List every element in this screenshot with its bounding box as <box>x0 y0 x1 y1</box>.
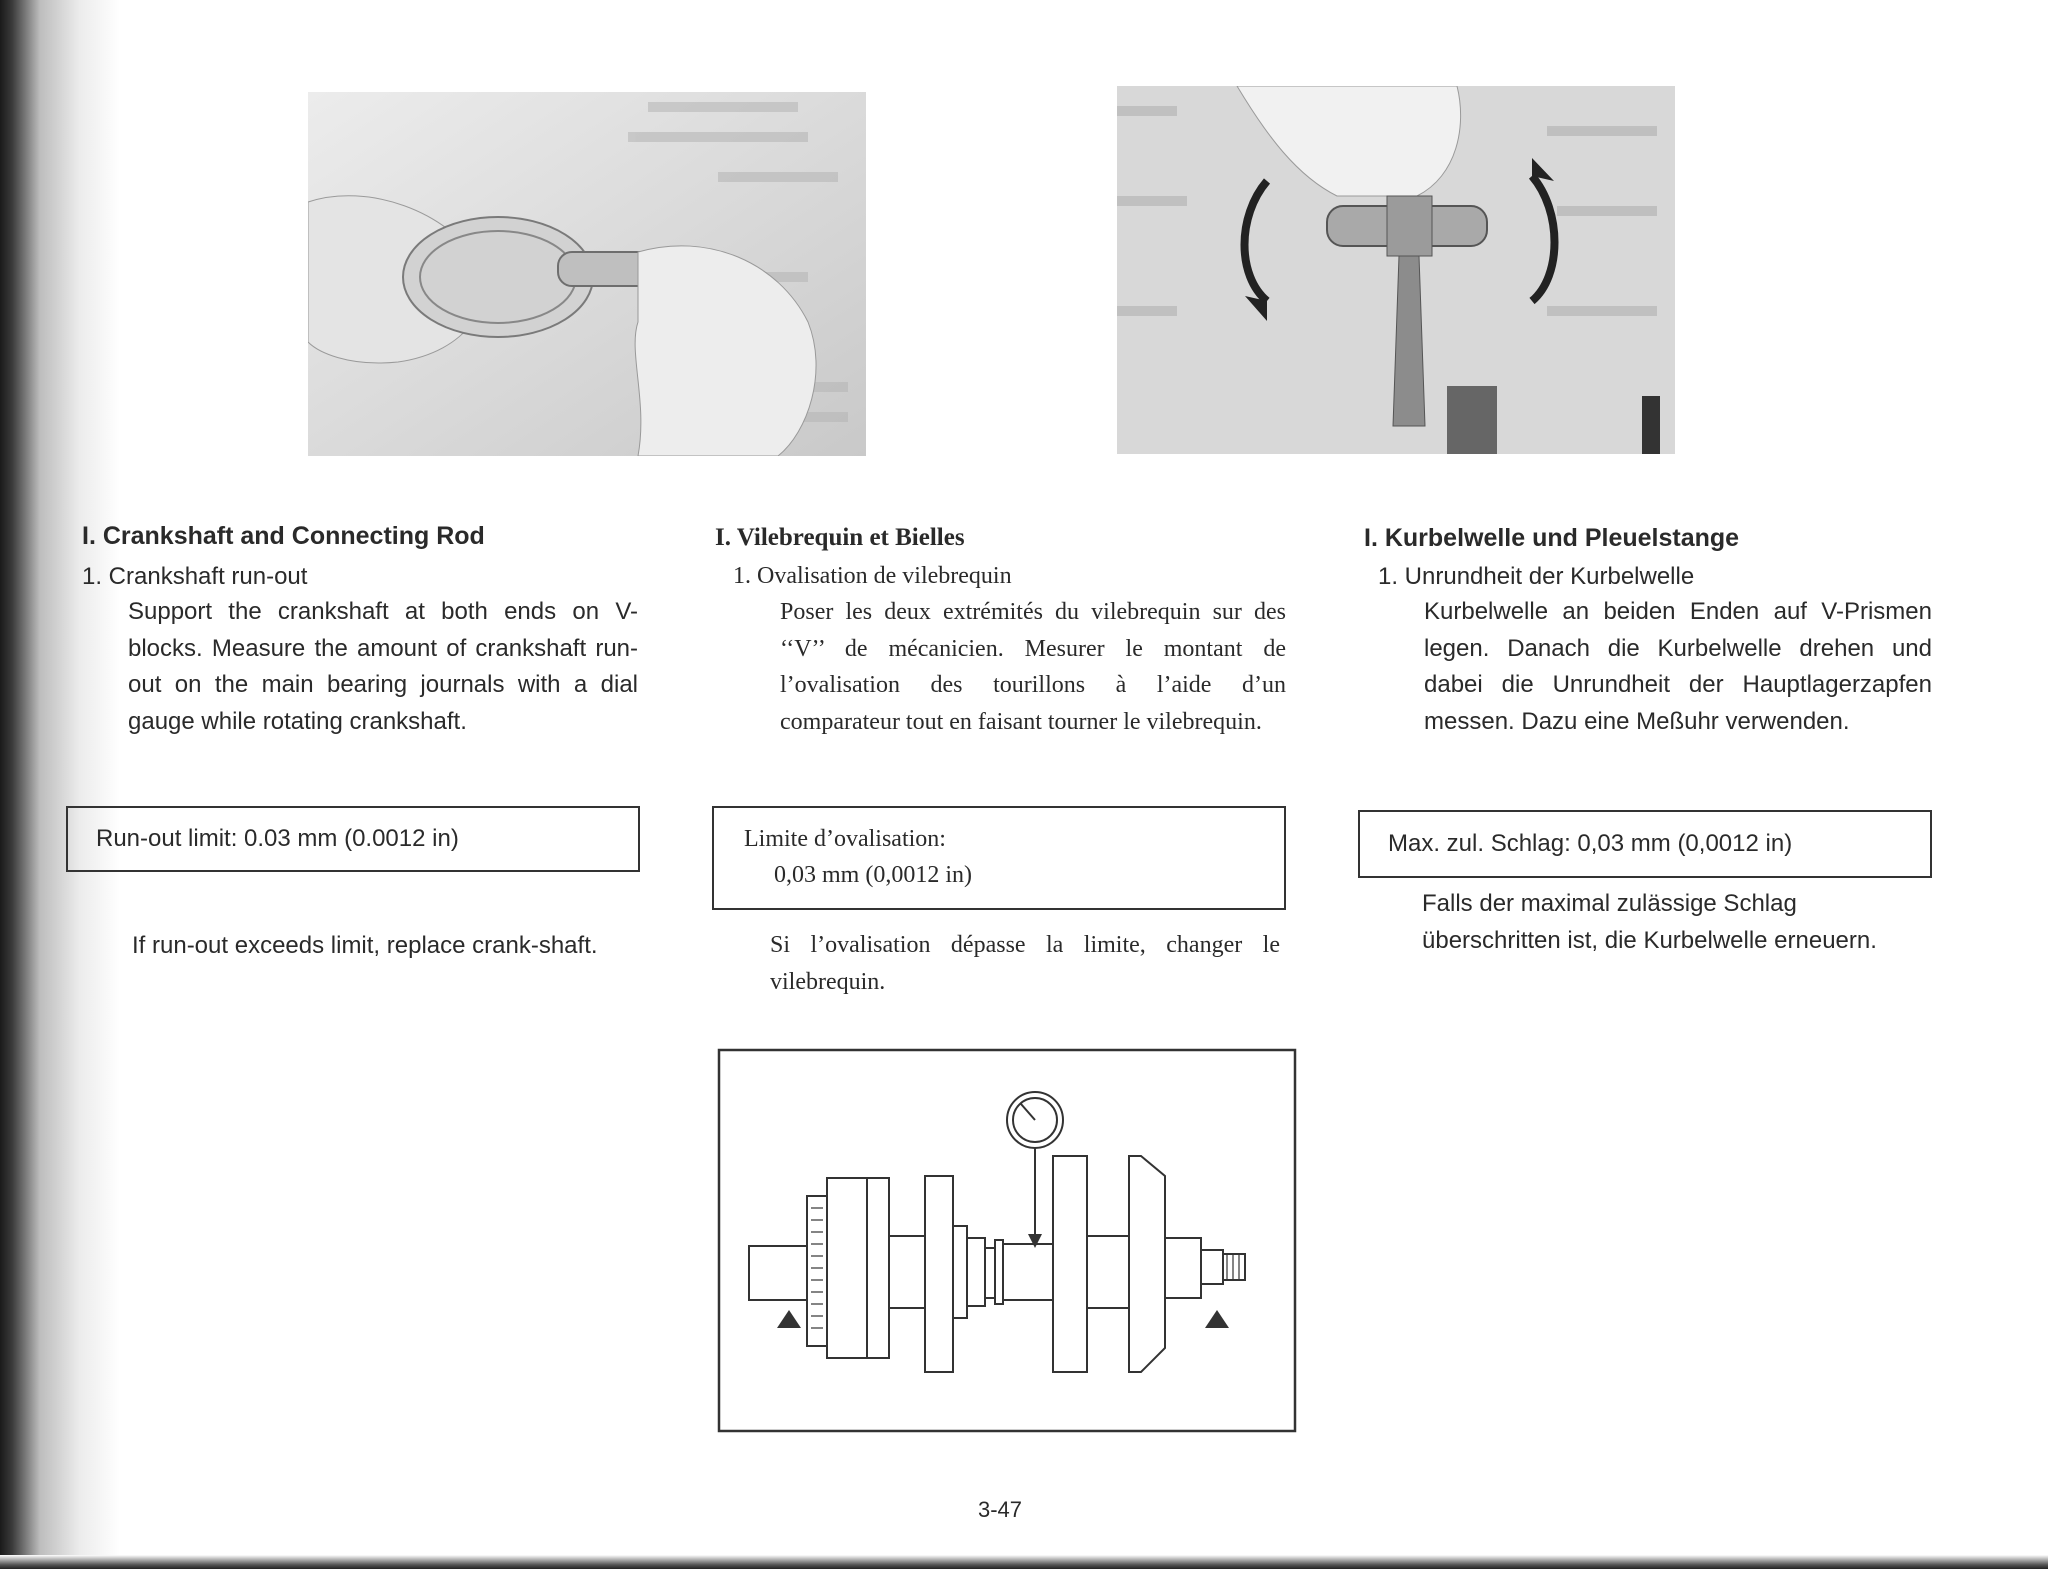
german-heading: I. Kurbelwelle und Pleuelstange <box>1364 524 1740 552</box>
german-step: 1. Unrundheit der Kurbelwelle <box>1378 563 1695 590</box>
page-number: 3-47 <box>978 1497 1023 1522</box>
english-heading: I. Crankshaft and Connecting Rod <box>82 522 485 550</box>
french-spec-value: 0,03 mm (0,0012 in) <box>774 862 972 888</box>
crankshaft-runout-diagram <box>717 1048 1297 1433</box>
english-step: 1. Crankshaft run-out <box>82 563 308 590</box>
english-spec-text: Run-out limit: 0.03 mm (0.0012 in) <box>96 825 459 852</box>
french-step: 1. Ovalisation de vilebrequin <box>733 563 1012 589</box>
french-spec-label: Limite d’ovalisation: <box>744 826 946 852</box>
page-binding-shadow <box>0 0 120 1569</box>
english-instruction: Support the crankshaft at both ends on V-blocks. Measure the amount of crankshaft run-out on the main bearing journals with a dial gauge while rotating crankshaft. <box>128 598 638 735</box>
german-spec-text: Max. zul. Schlag: 0,03 mm (0,0012 in) <box>1388 830 1793 857</box>
german-spec-box <box>1358 810 1932 878</box>
german-action: Falls der maximal zulässige Schlag überschritten ist, die Kurbelwelle erneuern. <box>1422 890 1877 954</box>
english-action: If run-out exceeds limit, replace crank-shaft. <box>132 932 598 959</box>
page-bottom-shadow <box>0 1555 2048 1569</box>
english-spec-box <box>66 806 640 872</box>
french-heading: I. Vilebrequin et Bielles <box>715 524 965 551</box>
german-instruction: Kurbelwelle an beiden Enden auf V-Prismen legen. Danach die Kurbelwelle drehen und dabei die Unrundheit der Hauptlagerzapfen messen. Dazu eine Meßuhr verwenden. <box>1424 598 1932 735</box>
french-instruction: Poser les deux extrémités du vilebrequin sur des ‘‘V’’ de mécanicien. Mesurer le montant de l’ovalisation des tourillons à l’aide d’un comparateur tout en faisant tourner le vilebrequin. <box>780 599 1286 735</box>
french-action: Si l’ovalisation dépasse la limite, changer le vilebrequin. <box>770 932 1280 995</box>
french-spec-box <box>712 806 1286 910</box>
piston-pin-photo <box>308 92 866 456</box>
connecting-rod-photo <box>1117 86 1675 454</box>
